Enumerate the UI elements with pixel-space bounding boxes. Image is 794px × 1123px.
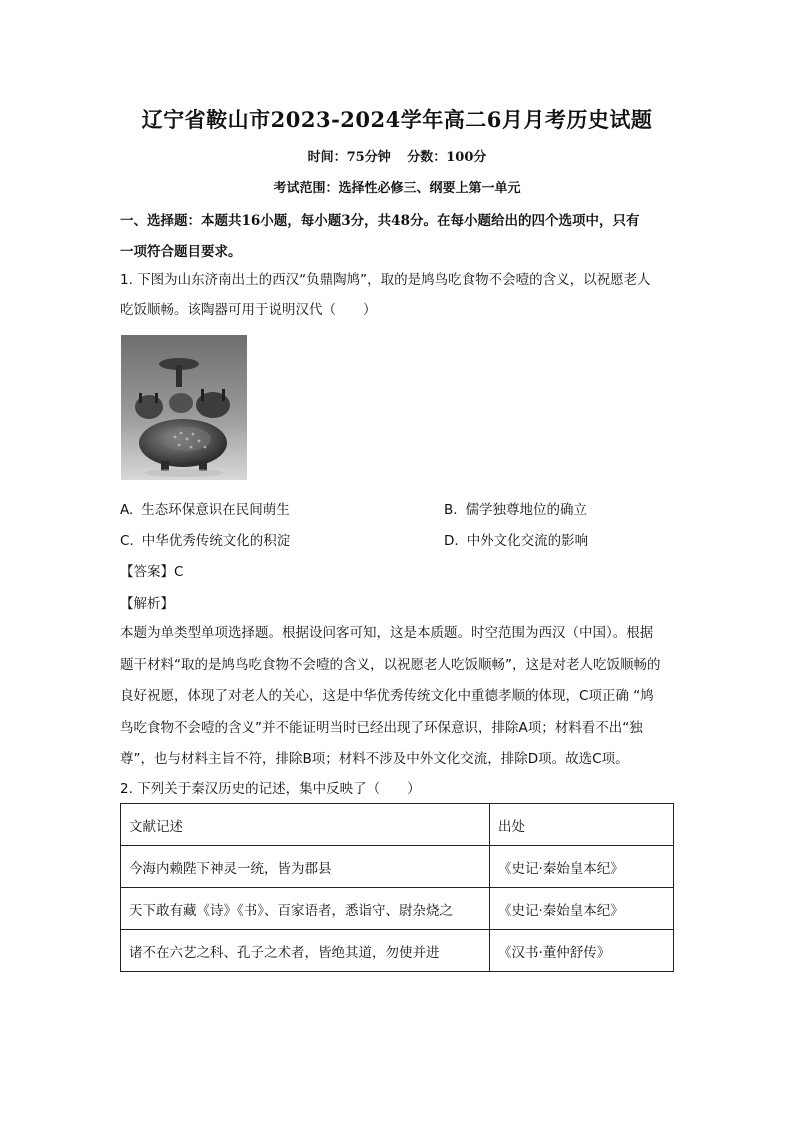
analysis-text [120,618,676,776]
answer-label: 【答案】C [120,564,184,580]
analysis-line: 良好祝愿，体现了对老人的关心，这是中华优秀传统文化中重德孝顺的体现，C项正确 “鸠 [120,688,654,704]
analysis-line: 鸟吃食物不会噎的含义”并不能证明当时已经出现了环保意识，排除A项；材料看不出“独 [120,719,643,736]
section-intro-line: 一、选择题：本题共16小题，每小题3分，共48分。在每小题给出的四个选项中，只有 [120,213,640,229]
option-text: 儒学独尊地位的确立 [465,502,588,518]
option-a [120,498,290,518]
option-letter: A. [120,502,134,518]
source-table [120,803,674,972]
analysis-line: 本题为单类型单项选择题。根据设问客可知，这是本质题。时空范围为西汉（中国）。根据 [120,625,654,641]
section-intro [120,206,680,268]
option-text: 生态环保意识在民间萌生 [141,502,290,518]
question-2-stem: 2. 下列关于秦汉历史的记述，集中反映了（ ） [120,781,421,797]
analysis-line: 题干材料“取的是鸠鸟吃食物不会噎的含义，以祝愿老人吃饭顺畅”，这是对老人吃饭顺畅的 [120,656,661,673]
table-cell: 天下敢有藏《诗》《书》、百家语者，悉诣守、尉杂烧之 [121,888,490,930]
table-cell: 诸不在六艺之科、孔子之术者，皆绝其道，勿使并进 [121,930,490,972]
option-letter: D. [444,533,459,549]
table-row [121,888,674,930]
question-stem-line: 1. 下图为山东济南出土的西汉“负鼎陶鸠”，取的是鸠鸟吃食物不会噎的含义，以祝愿老人 [120,272,651,288]
table-cell: 《史记·秦始皇本纪》 [490,888,674,930]
question-stem-line: 吃饭顺畅。该陶器可用于说明汉代（ ） [120,302,377,318]
table-header-cell: 出处 [490,804,674,846]
table-header-row [121,804,674,846]
exam-time: 时间：75分钟 [307,150,391,165]
pottery-artifact-photo [121,335,247,480]
section-intro-line: 一项符合题目要求。 [120,244,242,260]
option-c [120,529,290,549]
analysis-label: 【解析】 [120,596,174,612]
table-header-cell: 文献记述 [121,804,490,846]
page-title: 辽宁省鞍山市2023-2024学年高二6月月考历史试题 [141,107,653,132]
option-d [444,529,588,549]
exam-meta [0,146,794,165]
exam-scope: 考试范围：选择性必修三、纲要上第一单元 [273,181,521,196]
option-text: 中外文化交流的影响 [466,533,589,549]
table-row [121,846,674,888]
table-cell: 《史记·秦始皇本纪》 [490,846,674,888]
option-letter: C. [120,533,134,549]
exam-score: 分数：100分 [407,150,487,165]
question-1-stem [120,265,680,325]
option-letter: B. [444,502,458,518]
option-b [444,498,587,518]
table-row [121,930,674,972]
option-text: 中华优秀传统文化的积淀 [141,533,291,549]
analysis-line: 尊”，也与材料主旨不符，排除B项；材料不涉及中外文化交流，排除D项。故选C项。 [120,751,629,767]
table-cell: 今海内赖陛下神灵一统，皆为郡县 [121,846,490,888]
table-cell: 《汉书·董仲舒传》 [490,930,674,972]
